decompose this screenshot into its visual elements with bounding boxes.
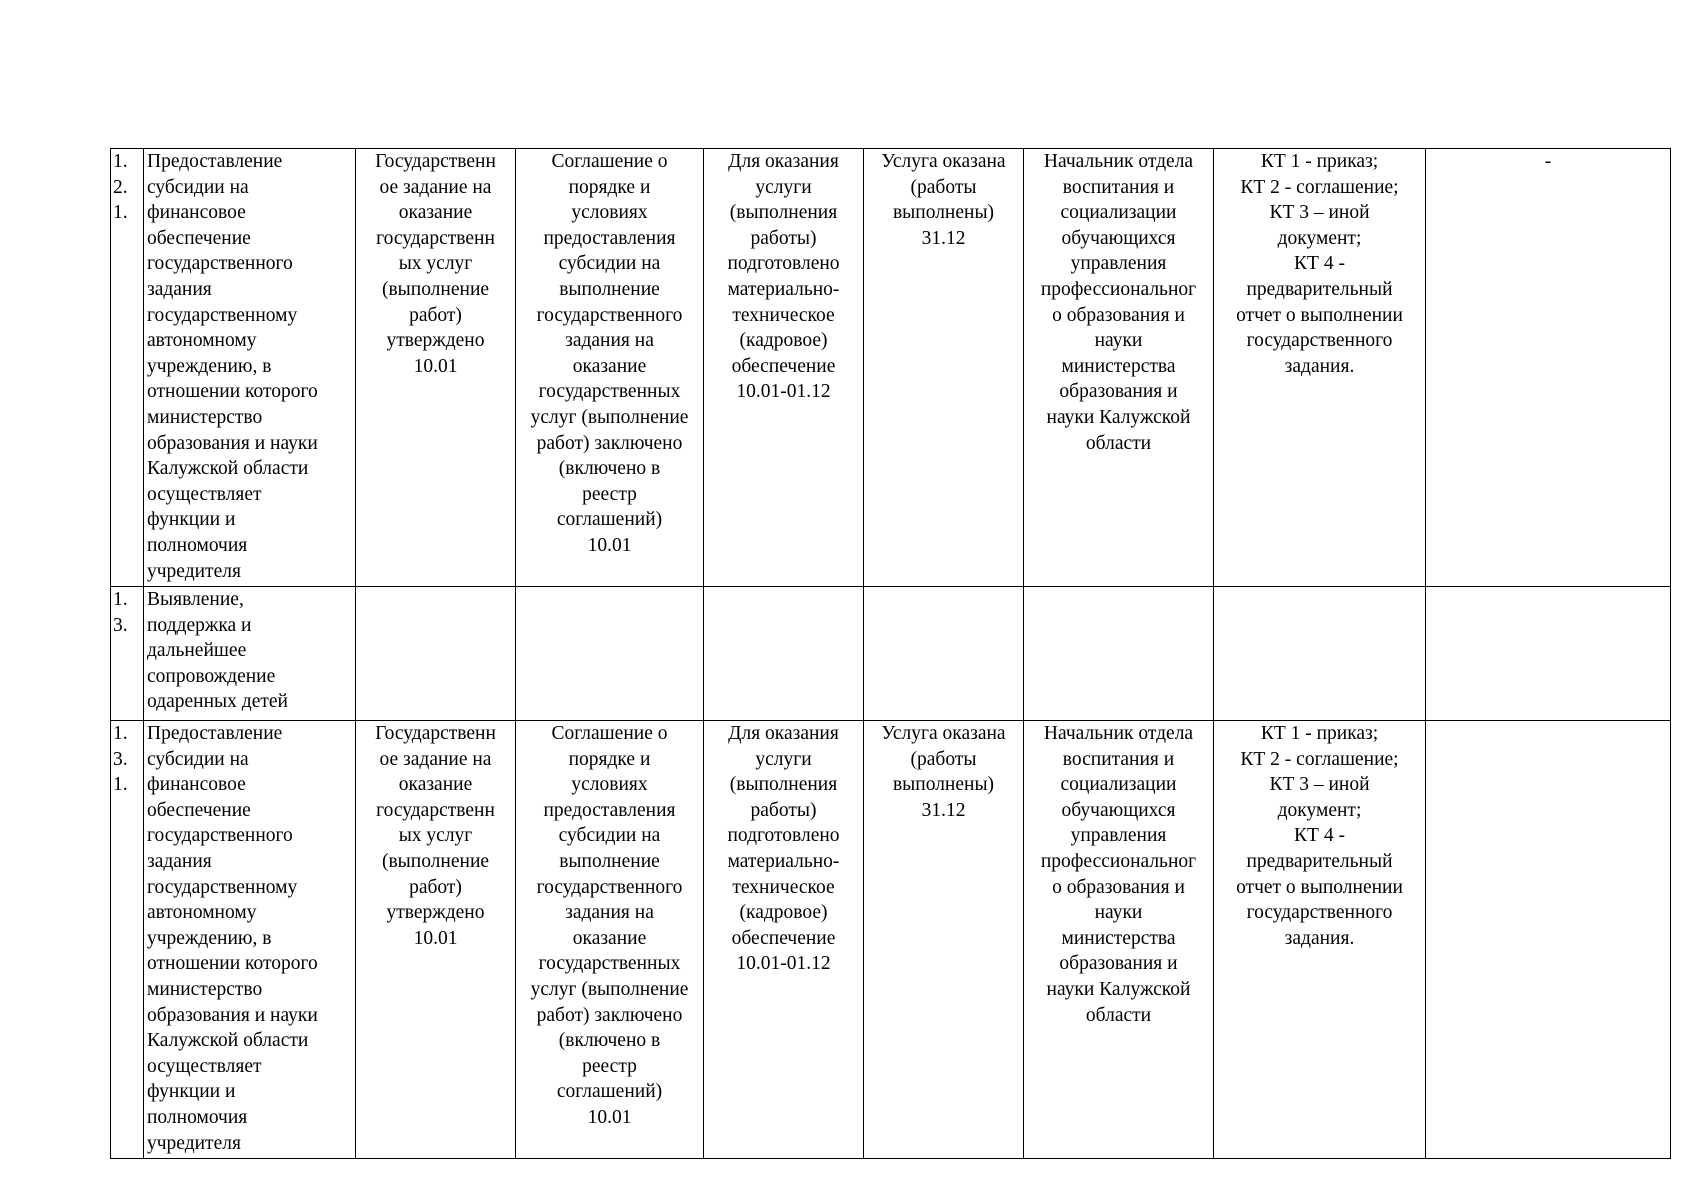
measure-name: Предоставление субсидии на финансовое обеспечение государственного задания государственному автономному учреждению, в отношении которого министерство образования и науки Калужской области осуществляет функции и полномочия учредителя (144, 149, 356, 587)
state-task-cell: Государственн ое задание на оказание государственн ых услуг (выполнение работ) утверждено 10.01 (356, 721, 516, 1159)
provision-cell: Для оказания услуги (выполнения работы) подготовлено материально- техническое (кадровое) обеспечение 10.01-01.12 (704, 149, 864, 587)
checkpoints-cell: КТ 1 - приказ; КТ 2 - соглашение; КТ 3 – иной документ; КТ 4 - предварительный отчет о выполнении государственного задания. (1214, 721, 1426, 1159)
responsible-cell: Начальник отдела воспитания и социализации обучающихся управления профессиональног о образования и науки министерства образования и науки Калужской области (1024, 149, 1214, 587)
measure-name: Предоставление субсидии на финансовое обеспечение государственного задания государственному автономному учреждению, в отношении которого министерство образования и науки Калужской области осуществляет функции и полномочия учредителя (144, 721, 356, 1159)
provision-cell (704, 587, 864, 721)
state-task-cell (356, 587, 516, 721)
table-row (111, 149, 1671, 587)
note-cell (1426, 721, 1671, 1159)
table-row (111, 587, 1671, 721)
row-number: 1. 3. (111, 587, 144, 721)
note-cell: - (1426, 149, 1671, 587)
responsible-cell: Начальник отдела воспитания и социализации обучающихся управления профессиональног о образования и науки министерства образования и науки Калужской области (1024, 721, 1214, 1159)
provision-cell: Для оказания услуги (выполнения работы) подготовлено материально- техническое (кадровое) обеспечение 10.01-01.12 (704, 721, 864, 1159)
result-cell: Услуга оказана (работы выполнены) 31.12 (864, 721, 1024, 1159)
result-cell: Услуга оказана (работы выполнены) 31.12 (864, 149, 1024, 587)
checkpoints-cell (1214, 587, 1426, 721)
agreement-cell: Соглашение о порядке и условиях предоставления субсидии на выполнение государственного задания на оказание государственных услуг (выполнение работ) заключено (включено в реестр соглашений) 10.01 (516, 721, 704, 1159)
row-number: 1. 3. 1. (111, 721, 144, 1159)
table-row (111, 721, 1671, 1159)
state-task-cell: Государственн ое задание на оказание государственн ых услуг (выполнение работ) утверждено 10.01 (356, 149, 516, 587)
row-number: 1. 2. 1. (111, 149, 144, 587)
checkpoints-cell: КТ 1 - приказ; КТ 2 - соглашение; КТ 3 – иной документ; КТ 4 - предварительный отчет о выполнении государственного задания. (1214, 149, 1426, 587)
note-cell (1426, 587, 1671, 721)
agreement-cell: Соглашение о порядке и условиях предоставления субсидии на выполнение государственного задания на оказание государственных услуг (выполнение работ) заключено (включено в реестр соглашений) 10.01 (516, 149, 704, 587)
responsible-cell (1024, 587, 1214, 721)
measures-table (110, 148, 1671, 1159)
result-cell (864, 587, 1024, 721)
agreement-cell (516, 587, 704, 721)
measure-name: Выявление, поддержка и дальнейшее сопровождение одаренных детей (144, 587, 356, 721)
